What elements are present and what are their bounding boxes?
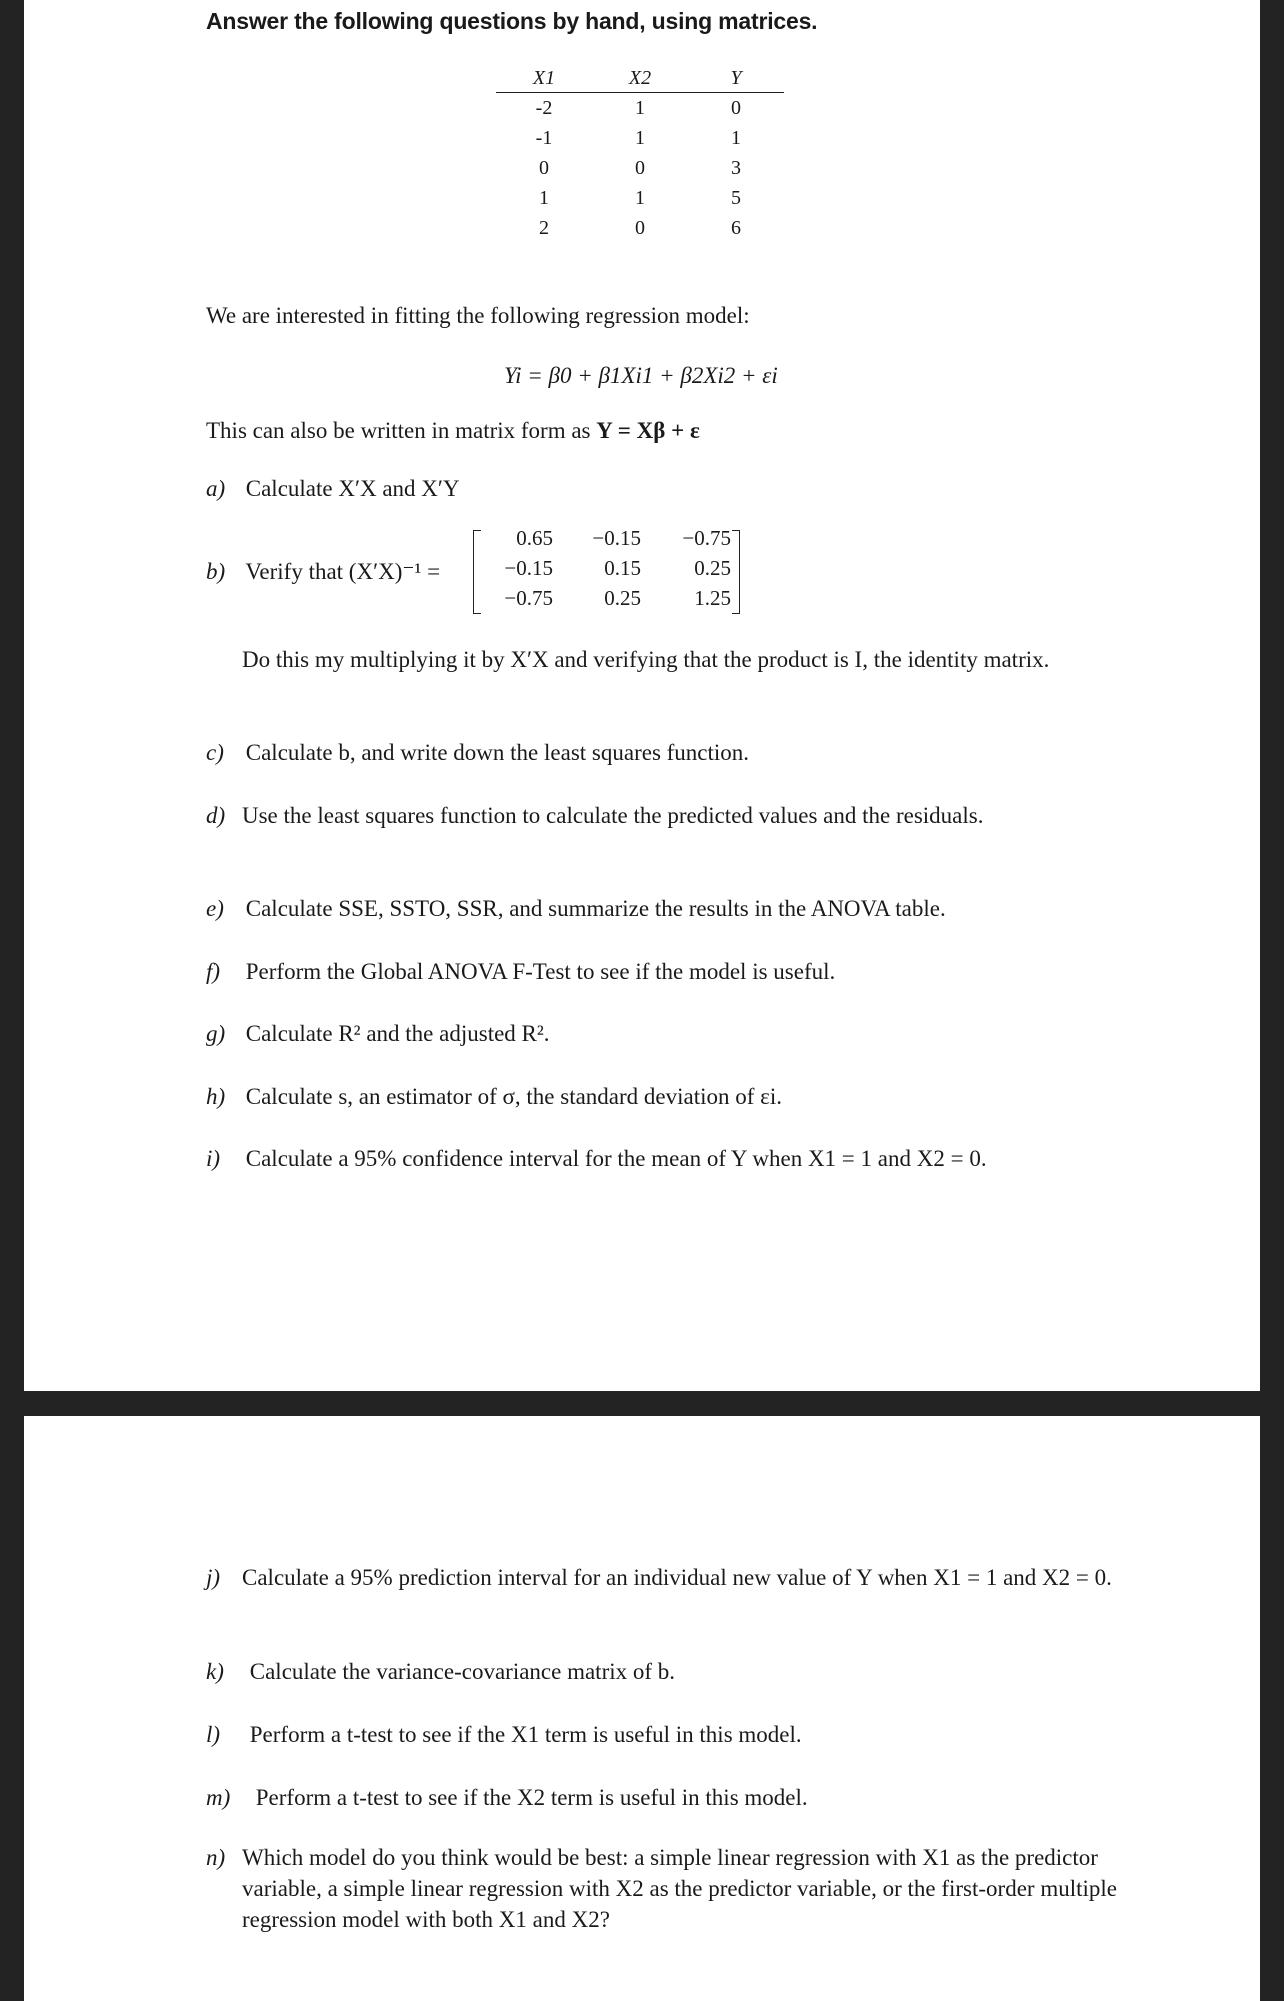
question-text: Calculate R² and the adjusted R².	[245, 1021, 550, 1046]
question-b-note: Do this my multiplying it by X′X and verifying that the product is I, the identity matrix.	[242, 647, 1050, 672]
question-j	[206, 1562, 1142, 1593]
question-label: h)	[206, 1084, 226, 1109]
question-text: Calculate SSE, SSTO, SSR, and summarize the results in the ANOVA table.	[245, 896, 946, 921]
question-label: n)	[206, 1845, 226, 1870]
table-row	[496, 93, 784, 124]
table-cell: 5	[731, 186, 741, 209]
question-text: Calculate a 95% prediction interval for an individual new value of Y when X1 = 1 and X2 = 0.	[242, 1565, 1112, 1590]
table-cell: 0	[635, 156, 645, 179]
matrix-cell: −0.75	[682, 526, 731, 550]
question-label: a)	[206, 476, 226, 501]
table-cell: 1	[635, 96, 645, 119]
table-cell: 1	[635, 126, 645, 149]
question-text: Calculate a 95% confidence interval for the mean of Y when X1 = 1 and X2 = 0.	[245, 1146, 987, 1171]
data-table	[496, 66, 784, 243]
column-header: Y	[688, 66, 784, 93]
table-row	[496, 123, 784, 153]
table-row	[496, 153, 784, 183]
question-text: Verify that (X′X)⁻¹ =	[245, 559, 441, 584]
table-cell: 1	[731, 126, 741, 149]
matrix-cell: 0.25	[694, 556, 731, 580]
matrix-form-equation: Y = Xβ + ε	[596, 418, 700, 443]
table-row	[496, 183, 784, 213]
right-bracket	[732, 530, 740, 614]
table-cell: 6	[731, 216, 741, 239]
matrix-cell: −0.15	[504, 556, 553, 580]
question-text: Calculate b, and write down the least squares function.	[245, 740, 750, 765]
question-i	[206, 1143, 987, 1174]
worksheet-page-1	[24, 0, 1260, 1391]
table-cell: -2	[535, 96, 553, 119]
question-label: g)	[206, 1021, 226, 1046]
question-label: e)	[206, 896, 224, 921]
worksheet-heading: Answer the following questions by hand, using matrices.	[206, 8, 818, 34]
question-l	[206, 1719, 802, 1750]
table-row	[496, 213, 784, 243]
table-cell: 1	[539, 186, 549, 209]
question-text: Use the least squares function to calculate the predicted values and the residuals.	[242, 803, 984, 828]
question-h	[206, 1081, 782, 1112]
question-text: Calculate the variance-covariance matrix of b.	[249, 1659, 676, 1684]
table-cell: 3	[731, 156, 741, 179]
matrix-cell: 1.25	[694, 586, 731, 610]
model-equation: Yi = β0 + β1Xi1 + β2Xi2 + εi	[504, 363, 778, 388]
matrix-cell: 0.15	[604, 556, 641, 580]
question-label: f)	[206, 959, 221, 984]
table-cell: 2	[539, 216, 549, 239]
worksheet-page-2	[24, 1416, 1260, 2001]
table-cell: 0	[635, 216, 645, 239]
question-m	[206, 1782, 808, 1813]
table-cell: 0	[731, 96, 741, 119]
table-cell: -1	[535, 126, 553, 149]
column-header: X1	[496, 66, 592, 93]
question-label: d)	[206, 803, 226, 828]
question-a	[206, 473, 460, 504]
question-text: Calculate X′X and X′Y	[245, 476, 460, 501]
question-label: b)	[206, 559, 226, 584]
matrix-cell: −0.15	[592, 526, 641, 550]
question-d	[206, 800, 1082, 831]
question-label: i)	[206, 1146, 221, 1171]
question-text: Perform a t-test to see if the X2 term is useful in this model.	[255, 1785, 808, 1810]
question-text: Which model do you think would be best: a simple linear regression with X1 as the predictor variable, a simple linear regression with X2 as the predictor variable, or the first-order multiple regression model with both X1 and X2?	[242, 1845, 1117, 1932]
question-label: j)	[206, 1565, 221, 1590]
question-text: Perform the Global ANOVA F-Test to see if the model is useful.	[245, 959, 836, 984]
question-e	[206, 893, 946, 924]
intro-text: We are interested in fitting the following regression model:	[206, 303, 750, 328]
question-b	[206, 556, 440, 587]
question-k	[206, 1656, 675, 1687]
question-g	[206, 1018, 550, 1049]
matrix-cell: 0.25	[604, 586, 641, 610]
question-text: Calculate s, an estimator of σ, the standard deviation of εi.	[245, 1084, 782, 1109]
question-label: m)	[206, 1785, 231, 1810]
question-text: Perform a t-test to see if the X1 term is useful in this model.	[249, 1722, 802, 1747]
table-header-row	[496, 66, 784, 93]
table-cell: 1	[635, 186, 645, 209]
question-f	[206, 956, 835, 987]
question-c	[206, 737, 749, 768]
matrix-form-line	[206, 415, 700, 446]
question-label: c)	[206, 740, 224, 765]
question-label: l)	[206, 1722, 221, 1747]
matrix-cell: 0.65	[516, 526, 553, 550]
question-n	[206, 1842, 1122, 1935]
column-header: X2	[592, 66, 688, 93]
question-label: k)	[206, 1659, 224, 1684]
matrix-form-text: This can also be written in matrix form as	[206, 418, 591, 443]
matrix-cell: −0.75	[504, 586, 553, 610]
table-cell: 0	[539, 156, 549, 179]
